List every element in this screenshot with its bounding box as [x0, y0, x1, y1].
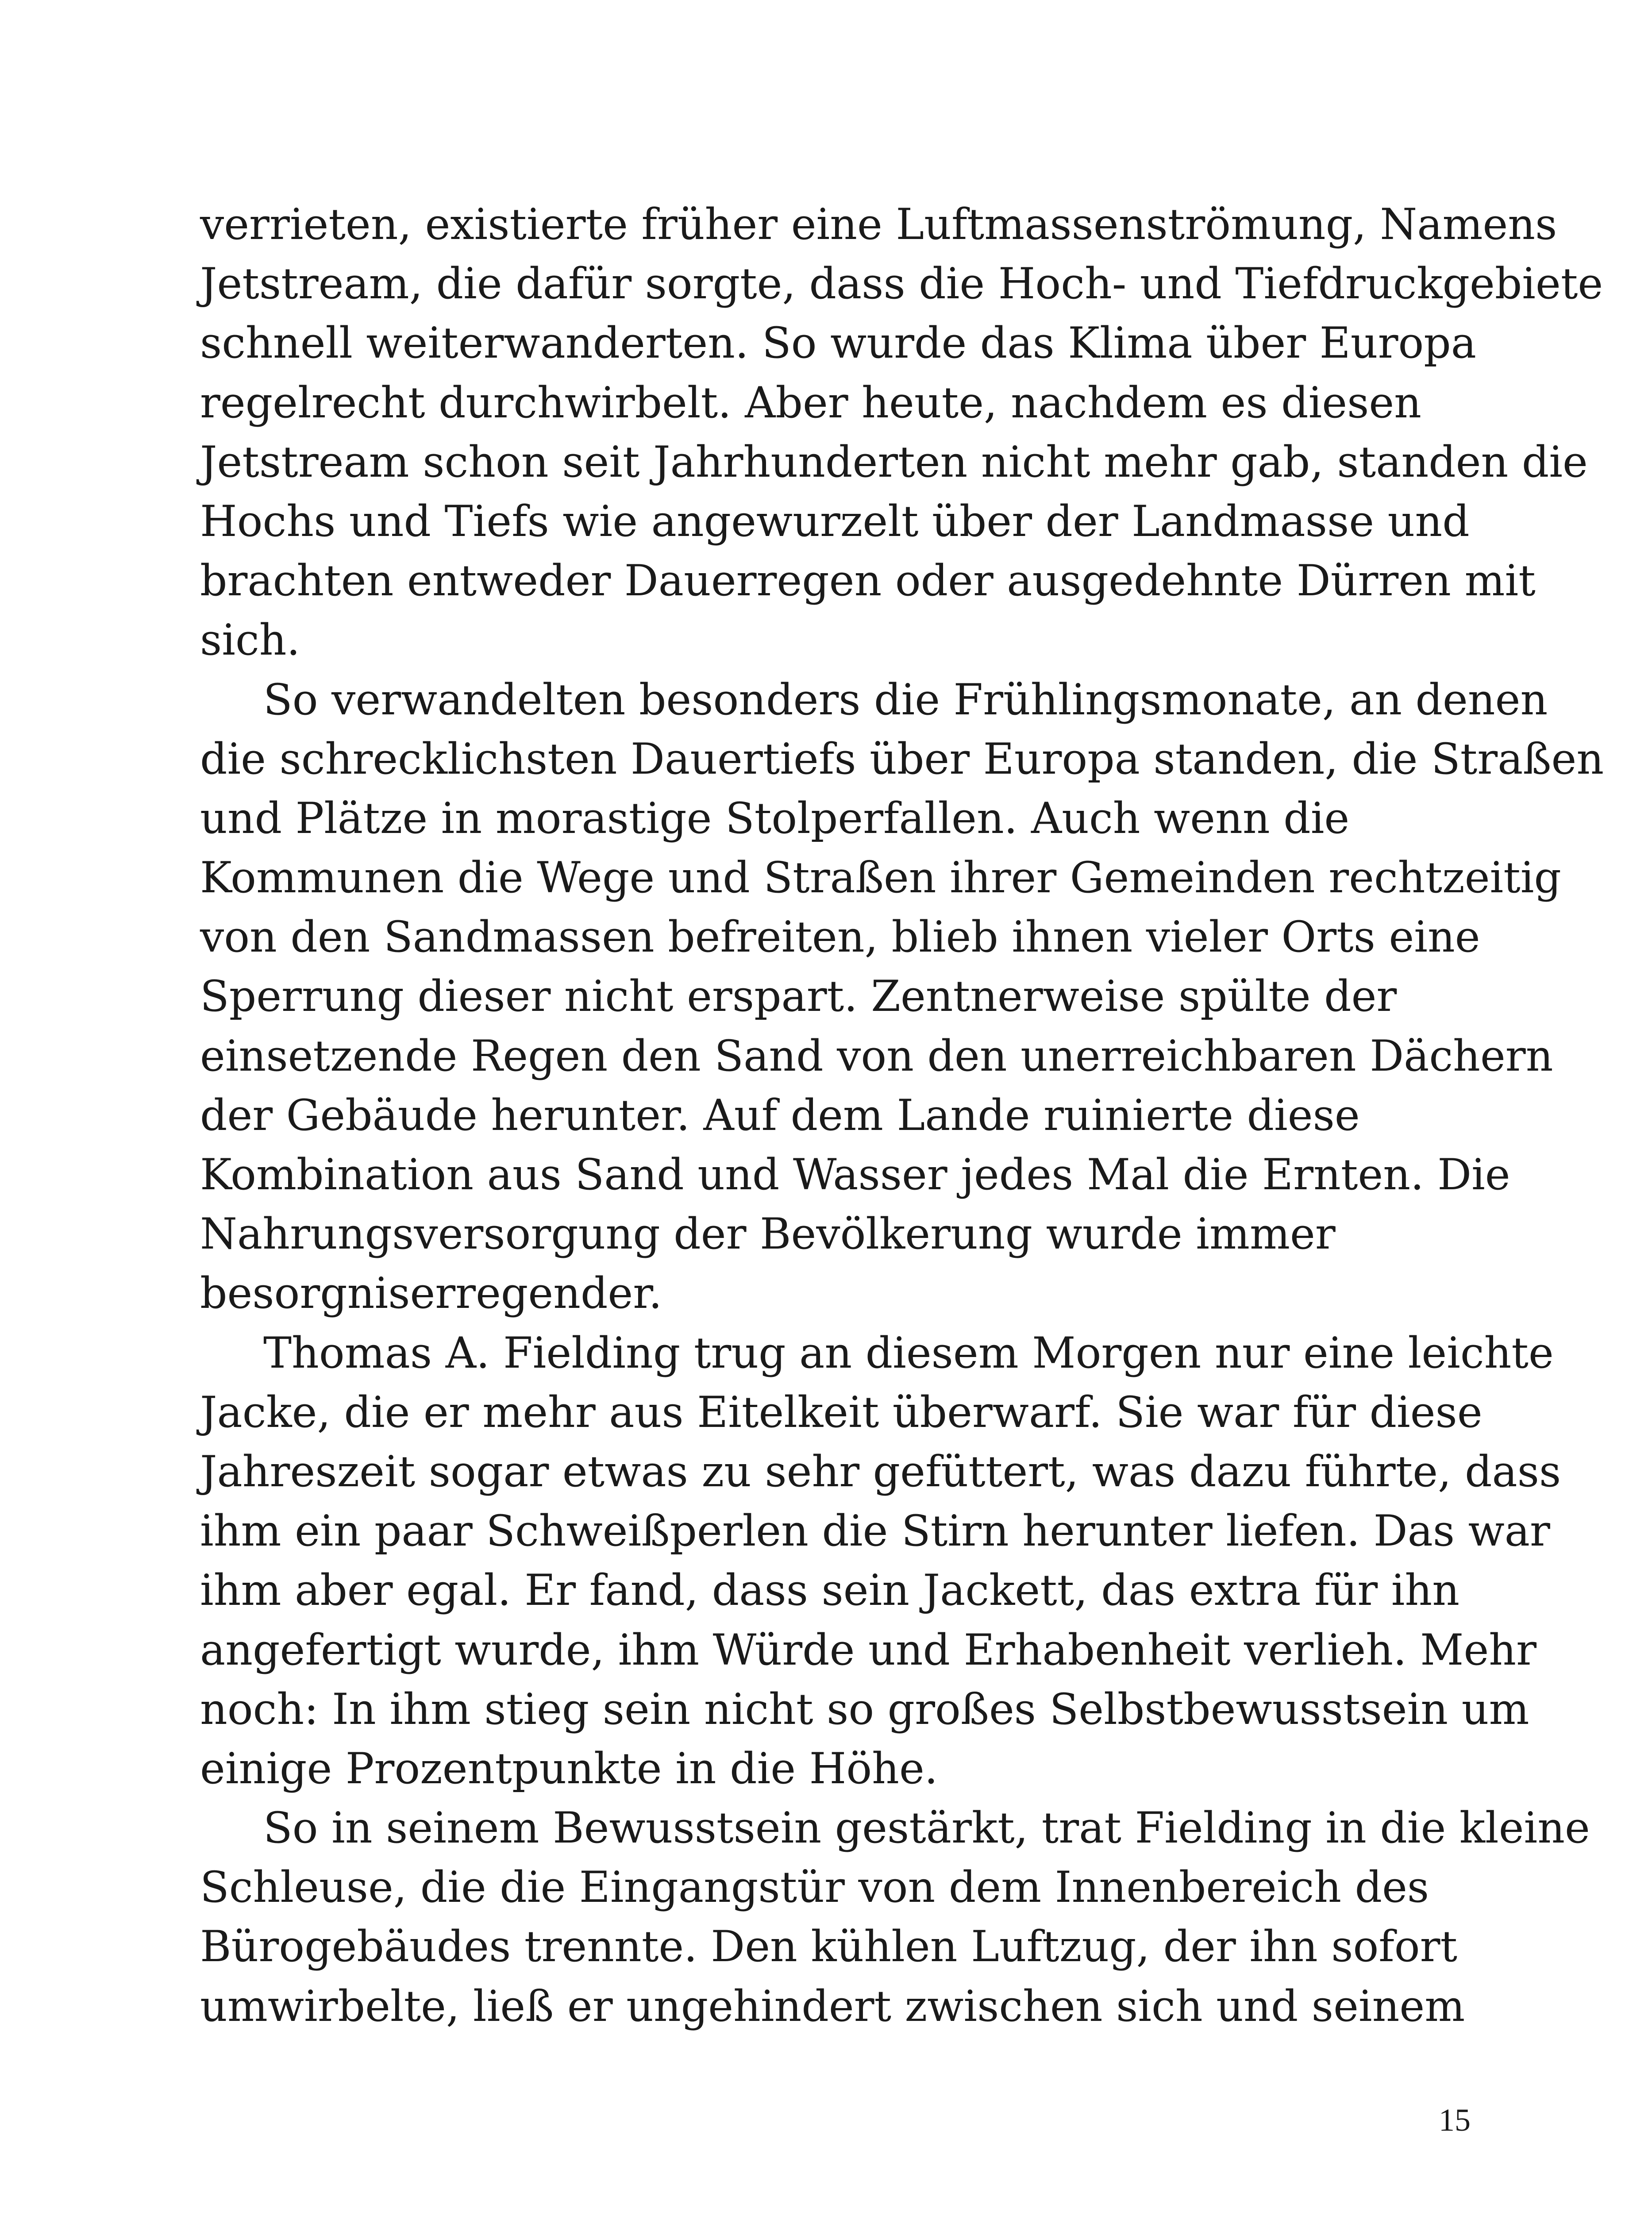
text-line: einsetzende Regen den Sand von den unerreichbaren Dächern: [200, 1031, 1553, 1081]
text-line: Bürogebäudes trennte. Den kühlen Luftzug, der ihn sofort: [200, 1922, 1458, 1972]
text-line: Jahreszeit sogar etwas zu sehr gefüttert, was dazu führte, dass: [200, 1446, 1561, 1496]
text-line: und Plätze in morastige Stolperfallen. Auch wenn die: [200, 793, 1350, 843]
text-line: Hochs und Tiefs wie angewurzelt über der Landmasse und: [200, 496, 1470, 546]
text-line: noch: In ihm stieg sein nicht so großes Selbstbewusstsein um: [200, 1684, 1529, 1734]
text-line: besorgniserregender.: [200, 1268, 662, 1319]
text-line: Kommunen die Wege und Straßen ihrer Gemeinden rechtzeitig: [200, 853, 1561, 903]
text-line: Kombination aus Sand und Wasser jedes Mal die Ernten. Die: [200, 1150, 1510, 1199]
text-line: der Gebäude herunter. Auf dem Lande ruinierte diese: [200, 1090, 1360, 1140]
text-line: schnell weiterwanderten. So wurde das Klima über Europa: [200, 318, 1476, 368]
text-line: angefertigt wurde, ihm Würde und Erhabenheit verlieh. Mehr: [200, 1625, 1536, 1675]
paragraph: [200, 1798, 1590, 2036]
paragraph: [200, 1323, 1561, 1799]
body-text: [200, 195, 1604, 2036]
text-line: brachten entweder Dauerregen oder ausgedehnte Dürren mit: [200, 556, 1536, 606]
text-line: regelrecht durchwirbelt. Aber heute, nachdem es diesen: [200, 378, 1421, 428]
text-line: die schrecklichsten Dauertiefs über Europa standen, die Straßen: [200, 734, 1604, 784]
page-number: 15: [1439, 2102, 1471, 2138]
text-line: Jetstream, die dafür sorgte, dass die Hoch- und Tiefdruckgebiete: [200, 259, 1603, 309]
text-line: ihm aber egal. Er fand, dass sein Jackett, das extra für ihn: [200, 1565, 1460, 1615]
paragraph: [200, 195, 1603, 670]
text-line: umwirbelte, ließ er ungehindert zwischen sich und seinem: [200, 1981, 1465, 2031]
text-line: Nahrungsversorgung der Bevölkerung wurde immer: [200, 1209, 1336, 1259]
paragraph: [200, 670, 1604, 1323]
text-line: Jacke, die er mehr aus Eitelkeit überwarf. Sie war für diese: [200, 1387, 1483, 1437]
text-line: So in seinem Bewusstsein gestärkt, trat Fielding in die kleine: [263, 1803, 1590, 1853]
text-line: ihm ein paar Schweißperlen die Stirn herunter liefen. Das war: [200, 1506, 1550, 1556]
text-line: Jetstream schon seit Jahrhunderten nicht mehr gab, standen die: [200, 437, 1588, 487]
text-line: Schleuse, die die Eingangstür von dem Innenbereich des: [200, 1862, 1429, 1912]
text-line: von den Sandmassen befreiten, blieb ihnen vieler Orts eine: [200, 912, 1480, 962]
text-line: einige Prozentpunkte in die Höhe.: [200, 1743, 938, 1793]
text-line: So verwandelten besonders die Frühlingsmonate, an denen: [263, 675, 1548, 725]
text-line: sich.: [200, 615, 300, 665]
text-line: Thomas A. Fielding trug an diesem Morgen nur eine leichte: [263, 1328, 1554, 1378]
text-line: Sperrung dieser nicht erspart. Zentnerweise spülte der: [200, 972, 1397, 1022]
text-line: verrieten, existierte früher eine Luftmassenströmung, Namens: [200, 200, 1557, 249]
